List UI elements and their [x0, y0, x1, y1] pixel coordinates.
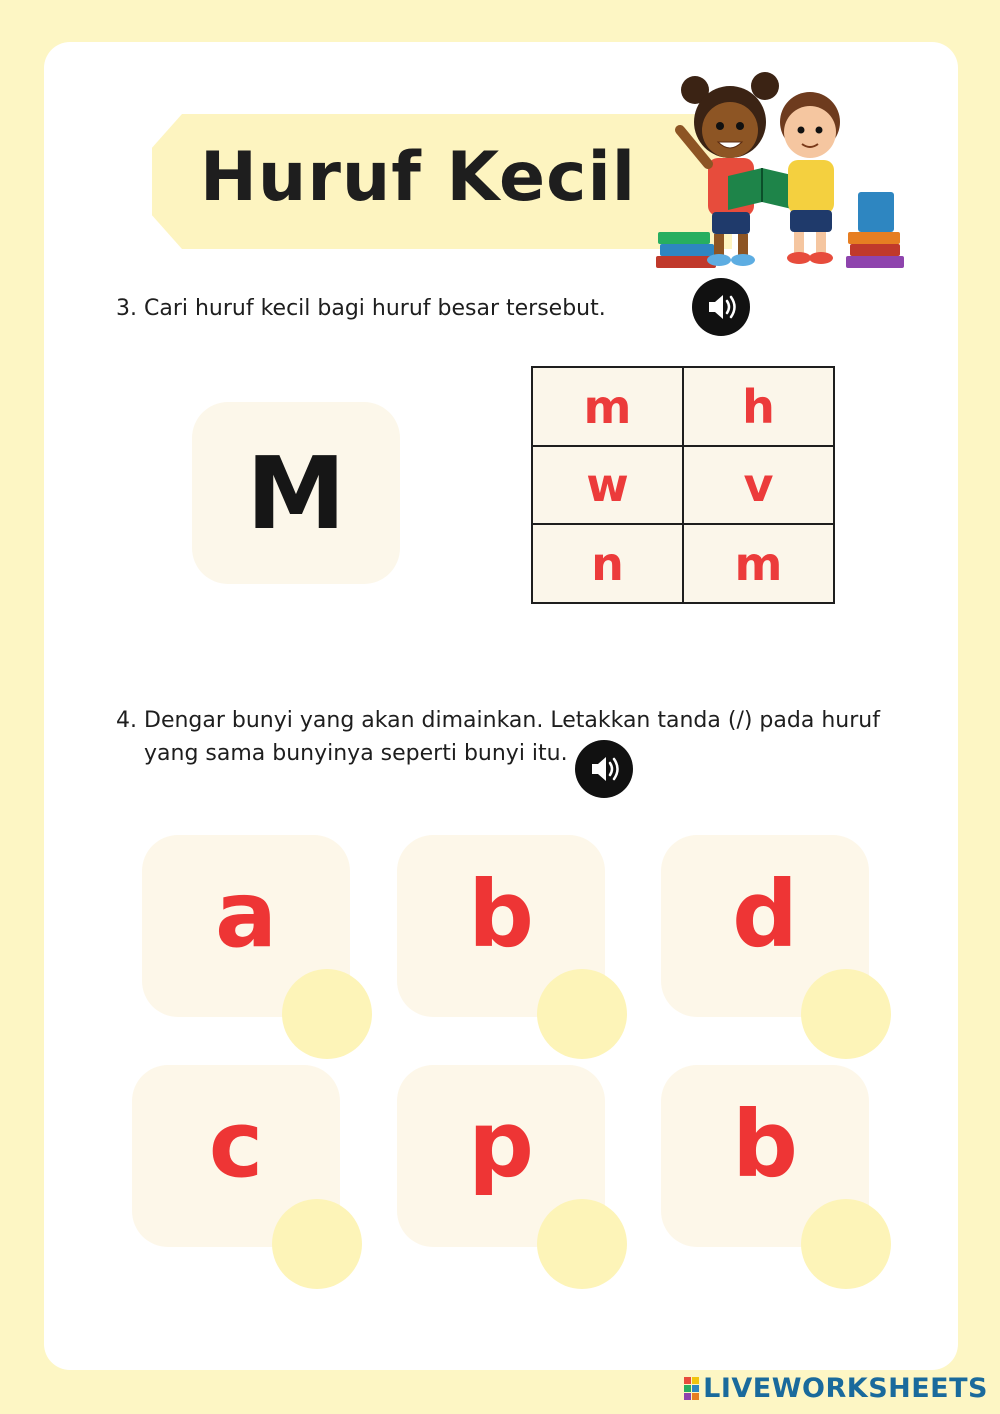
letter-card	[132, 1065, 340, 1247]
uppercase-letter: M	[246, 434, 346, 552]
letter-card-letter: d	[732, 861, 798, 968]
letter-card-letter: b	[468, 861, 534, 968]
option-cell[interactable]: v	[683, 446, 833, 524]
letter-card-letter: b	[732, 1091, 798, 1198]
page-title: Huruf Kecil	[200, 138, 637, 217]
speaker-icon	[692, 278, 750, 336]
option-cell[interactable]: w	[533, 446, 683, 524]
question-3-text: 3. Cari huruf kecil bagi huruf besar tersebut.	[116, 296, 606, 321]
check-circle[interactable]	[537, 1199, 627, 1289]
question-4-line-1: Dengar bunyi yang akan dimainkan. Letakkan tanda (/) pada huruf	[144, 708, 880, 733]
uppercase-letter-card	[192, 402, 400, 584]
liveworksheets-brand: LIVEWORKSHEETS	[703, 1373, 988, 1404]
liveworksheets-badge-icon	[684, 1377, 699, 1400]
letter-card-letter: p	[468, 1091, 534, 1198]
letter-card-letter: a	[214, 861, 278, 968]
letter-card	[397, 1065, 605, 1247]
liveworksheets-logo	[684, 1373, 988, 1404]
letter-card	[661, 835, 869, 1017]
speaker-button-q3[interactable]	[692, 278, 750, 336]
letter-card	[397, 835, 605, 1017]
option-cell[interactable]: n	[533, 524, 683, 602]
speaker-button-q4[interactable]	[575, 740, 633, 798]
option-cell[interactable]: m	[683, 524, 833, 602]
letter-card	[142, 835, 350, 1017]
check-circle[interactable]	[282, 969, 372, 1059]
children-reading-illustration	[650, 60, 910, 280]
question-4-number: 4.	[116, 708, 137, 733]
check-circle[interactable]	[537, 969, 627, 1059]
check-circle[interactable]	[801, 969, 891, 1059]
question-4-text	[116, 704, 906, 770]
lowercase-options-grid	[531, 366, 835, 604]
option-cell[interactable]: m	[533, 368, 683, 446]
check-circle[interactable]	[801, 1199, 891, 1289]
letter-card	[661, 1065, 869, 1247]
question-4-line-2: yang sama bunyinya seperti bunyi itu.	[144, 741, 568, 766]
speaker-icon	[575, 740, 633, 798]
letter-card-letter: c	[208, 1091, 264, 1198]
check-circle[interactable]	[272, 1199, 362, 1289]
option-cell[interactable]: h	[683, 368, 833, 446]
